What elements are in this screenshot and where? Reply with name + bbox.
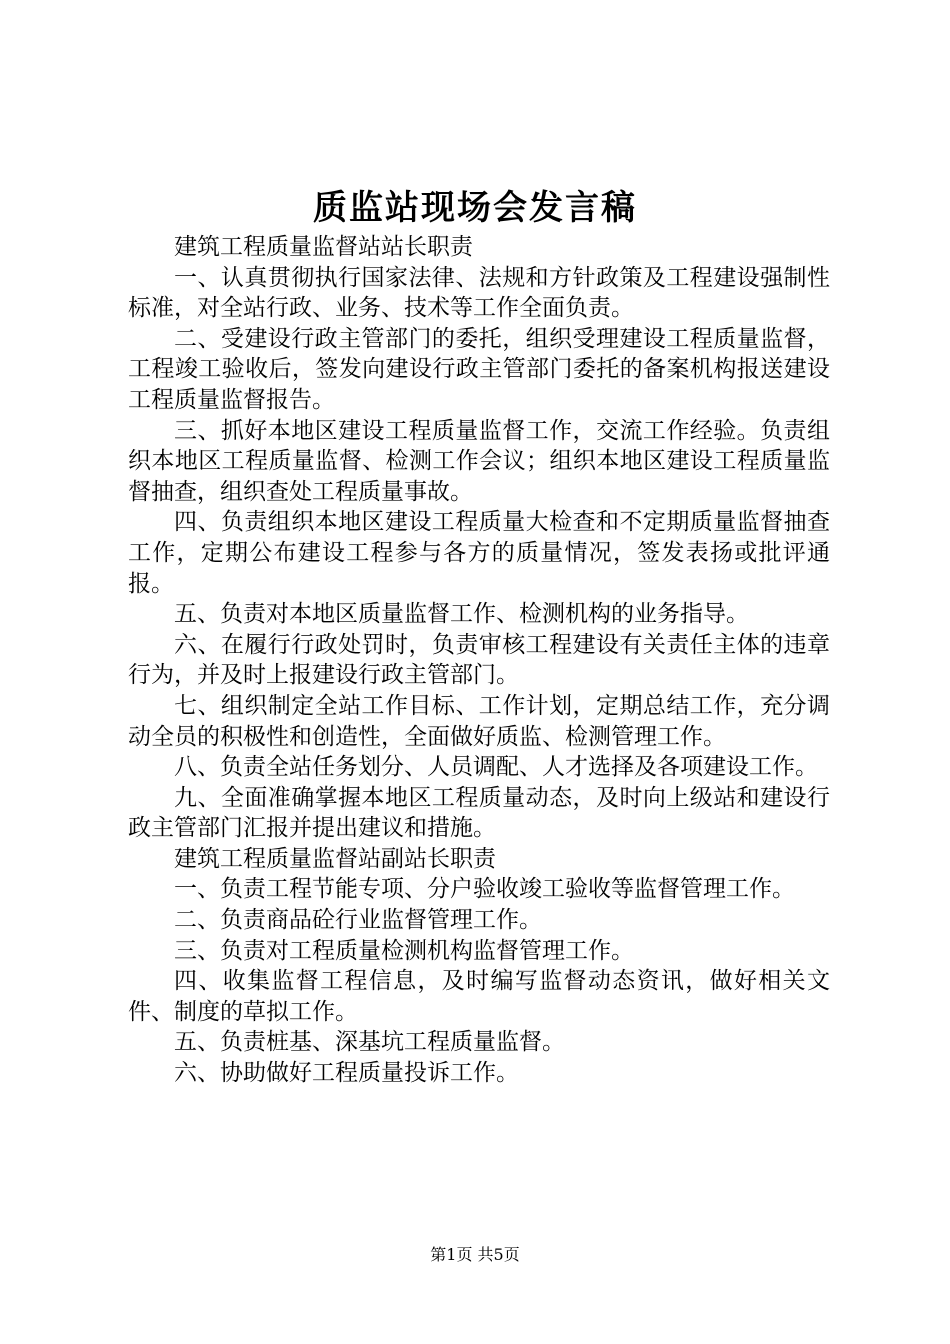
paragraph: 建筑工程质量监督站站长职责 (174, 234, 473, 260)
paragraph: 一、认真贯彻执行国家法律、法规和方针政策及工程建设强制性标准，对全站行政、业务、技术等工作全面负责。 (128, 264, 830, 322)
paragraph: 建筑工程质量监督站副站长职责 (174, 845, 496, 872)
paragraph: 八、负责全站任务划分、人员调配、人才选择及各项建设工作。 (174, 754, 818, 781)
paragraph: 九、全面准确掌握本地区工程质量动态，及时向上级站和建设行政主管部门汇报并提出建议和措施。 (128, 784, 830, 842)
paragraph: 六、在履行行政处罚时，负责审核工程建设有关责任主体的违章行为，并及时上报建设行政主管部门。 (128, 631, 830, 689)
paragraph: 三、负责对工程质量检测机构监督管理工作。 (174, 937, 634, 964)
paragraph: 三、抓好本地区建设工程质量监督工作，交流工作经验。负责组织本地区工程质量监督、检测工作会议；组织本地区建设工程质量监督抽查，组织查处工程质量事故。 (128, 417, 830, 505)
paragraph: 七、组织制定全站工作目标、工作计划，定期总结工作，充分调动全员的积极性和创造性，全面做好质监、检测管理工作。 (128, 692, 830, 750)
document-title: 质监站现场会发言稿 (313, 188, 637, 228)
paragraph: 四、负责组织本地区建设工程质量大检查和不定期质量监督抽查工作，定期公布建设工程参与各方的质量情况，签发表扬或批评通报。 (128, 509, 830, 597)
paragraph: 五、负责对本地区质量监督工作、检测机构的业务指导。 (174, 601, 749, 628)
paragraph: 五、负责桩基、深基坑工程质量监督。 (174, 1029, 565, 1056)
paragraph: 一、负责工程节能专项、分户验收竣工验收等监督管理工作。 (174, 876, 795, 903)
paragraph: 二、受建设行政主管部门的委托，组织受理建设工程质量监督，工程竣工验收后，签发向建设行政主管部门委托的备案机构报送建设工程质量监督报告。 (128, 325, 830, 413)
paragraph: 六、协助做好工程质量投诉工作。 (174, 1060, 519, 1087)
document-body (128, 232, 830, 1089)
page-footer: 第1页 共5页 (430, 1245, 520, 1264)
paragraph: 二、负责商品砼行业监督管理工作。 (174, 907, 542, 934)
paragraph: 四、收集监督工程信息，及时编写监督动态资讯，做好相关文件、制度的草拟工作。 (128, 968, 830, 1025)
